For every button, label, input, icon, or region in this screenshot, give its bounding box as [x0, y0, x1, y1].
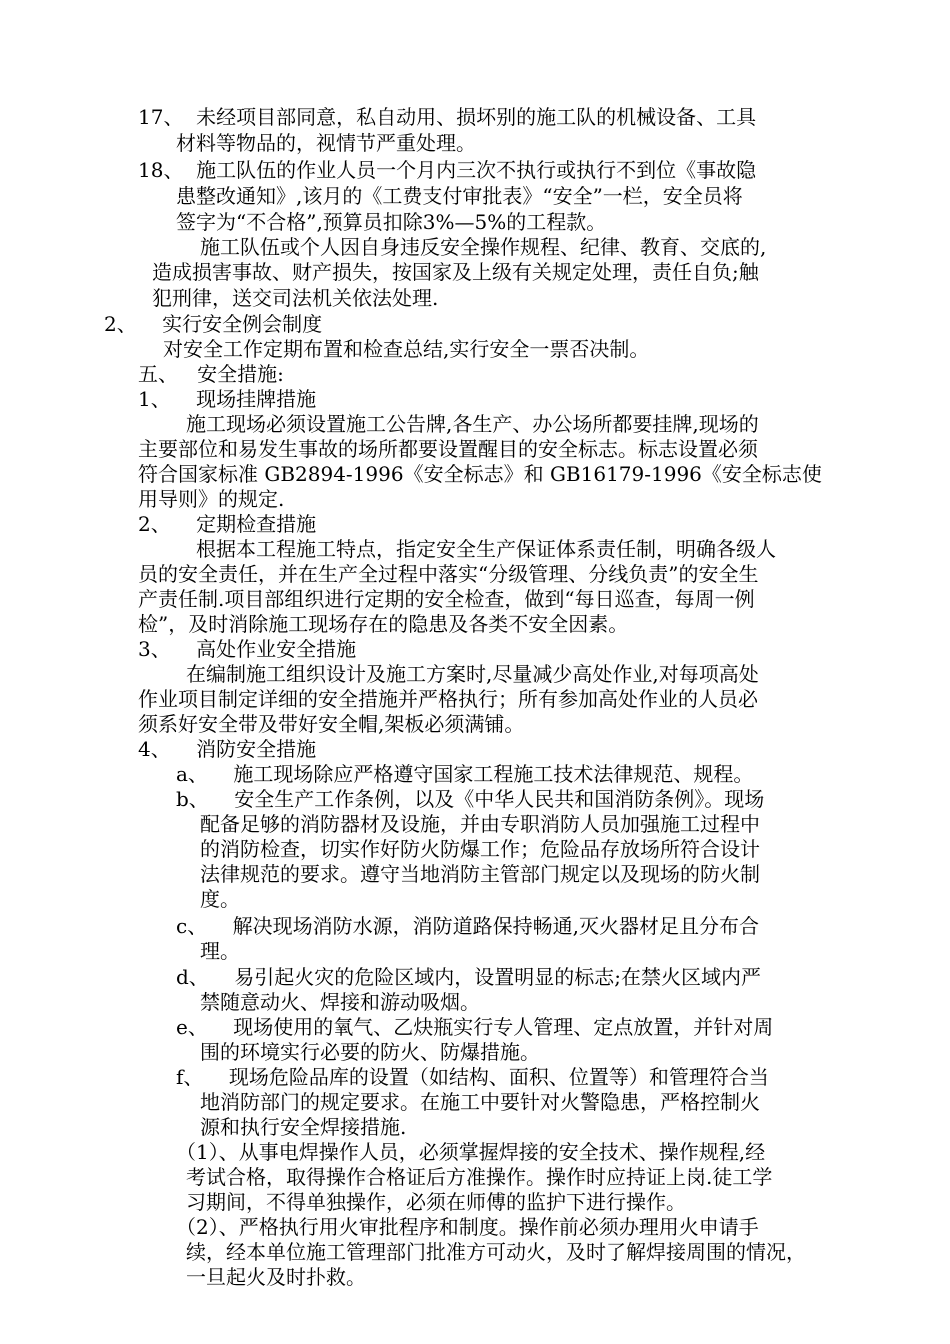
- text-line: 作业项目制定详细的安全措施并严格执行；所有参加高处作业的人员必: [138, 687, 758, 711]
- text-line: 符合国家标准 GB2894-1996《安全标志》和 GB16179-1996《安全标志使: [138, 462, 822, 486]
- text-line: 检”，及时消除施工现场存在的隐患及各类不安全因素。: [138, 612, 629, 636]
- list-item: e、 现场使用的氧气、乙炔瓶实行专人管理、定点放置，并针对周: [176, 1015, 774, 1039]
- text-line: 主要部位和易发生事故的场所都要设置醒目的安全标志。标志设置必须: [138, 437, 758, 461]
- text-line: 一旦起火及时扑救。: [186, 1265, 366, 1289]
- text-line: 施工现场必须设置施工公告牌,各生产、办公场所都要挂牌,现场的: [186, 412, 759, 436]
- text-line: 施工队伍或个人因自身违反安全操作规程、纪律、教育、交底的,: [200, 235, 767, 259]
- text-line: 17、 未经项目部同意，私自动用、损坏别的施工队的机械设备、工具: [138, 105, 757, 129]
- text-line: 材料等物品的，视情节严重处理。: [176, 131, 476, 155]
- text-line: 围的环境实行必要的防火、防爆措施。: [200, 1040, 540, 1064]
- section-heading: 五、 安全措施:: [138, 362, 284, 386]
- text-line: 产责任制.项目部组织进行定期的安全检查，做到“每日巡查，每周一例: [138, 587, 755, 611]
- text-line: 源和执行安全焊接措施.: [200, 1115, 407, 1139]
- text-line: （2）、严格执行用火审批程序和制度。操作前必须办理用火申请手: [176, 1215, 759, 1239]
- subsection-heading: 2、 定期检查措施: [138, 512, 317, 536]
- section-heading: 2、 实行安全例会制度: [104, 312, 323, 336]
- text-line: 须系好安全带及带好安全帽,架板必须满铺。: [138, 712, 525, 736]
- text-line: 用导则》的规定.: [138, 487, 285, 511]
- text-line: 禁随意动火、焊接和游动吸烟。: [200, 990, 480, 1014]
- list-item: b、 安全生产工作条例，以及《中华人民共和国消防条例》。现场: [176, 787, 765, 811]
- subsection-heading: 3、 高处作业安全措施: [138, 637, 357, 661]
- text-line: （1）、从事电焊操作人员，必须掌握焊接的安全技术、操作规程,经: [176, 1140, 766, 1164]
- text-line: 理。: [200, 939, 240, 963]
- text-line: 的消防检查，切实作好防火防爆工作；危险品存放场所符合设计: [200, 837, 760, 861]
- text-line: 签字为“不合格”,预算员扣除3%—5%的工程款。: [176, 210, 607, 234]
- text-line: 18、 施工队伍的作业人员一个月内三次不执行或执行不到位《事故隐: [138, 158, 757, 182]
- text-line: 习期间，不得单独操作，必须在师傅的监护下进行操作。: [186, 1190, 686, 1214]
- text-line: 配备足够的消防器材及设施，并由专职消防人员加强施工过程中: [200, 812, 760, 836]
- text-line: 法律规范的要求。遵守当地消防主管部门规定以及现场的防火制: [200, 862, 760, 886]
- text-line: 考试合格，取得操作合格证后方准操作。操作时应持证上岗.徒工学: [186, 1165, 773, 1189]
- list-item: a、 施工现场除应严格遵守国家工程施工技术法律规范、规程。: [176, 762, 754, 786]
- list-item: d、 易引起火灾的危险区域内，设置明显的标志;在禁火区域内严: [176, 965, 761, 989]
- subsection-heading: 1、 现场挂牌措施: [138, 387, 317, 411]
- list-item: c、 解决现场消防水源，消防道路保持畅通,灭火器材足且分布合: [176, 914, 759, 938]
- text-line: 对安全工作定期布置和检查总结,实行安全一票否决制。: [163, 337, 650, 361]
- text-line: 在编制施工组织设计及施工方案时,尽量减少高处作业,对每项高处: [186, 662, 759, 686]
- text-line: 患整改通知》,该月的《工费支付审批表》“安全”一栏，安全员将: [176, 184, 743, 208]
- text-line: 犯刑律，送交司法机关依法处理.: [152, 286, 439, 310]
- text-line: 度。: [200, 887, 240, 911]
- text-line: 根据本工程施工特点，指定安全生产保证体系责任制，明确各级人: [196, 537, 776, 561]
- list-item: f、 现场危险品库的设置（如结构、面积、位置等）和管理符合当: [176, 1065, 769, 1089]
- subsection-heading: 4、 消防安全措施: [138, 737, 317, 761]
- text-line: 地消防部门的规定要求。在施工中要针对火警隐患，严格控制火: [200, 1090, 760, 1114]
- text-line: 造成损害事故、财产损失，按国家及上级有关规定处理，责任自负;触: [152, 260, 759, 284]
- text-line: 员的安全责任，并在生产全过程中落实“分级管理、分线负责”的安全生: [138, 562, 759, 586]
- text-line: 续，经本单位施工管理部门批准方可动火，及时了解焊接周围的情况，: [186, 1240, 806, 1264]
